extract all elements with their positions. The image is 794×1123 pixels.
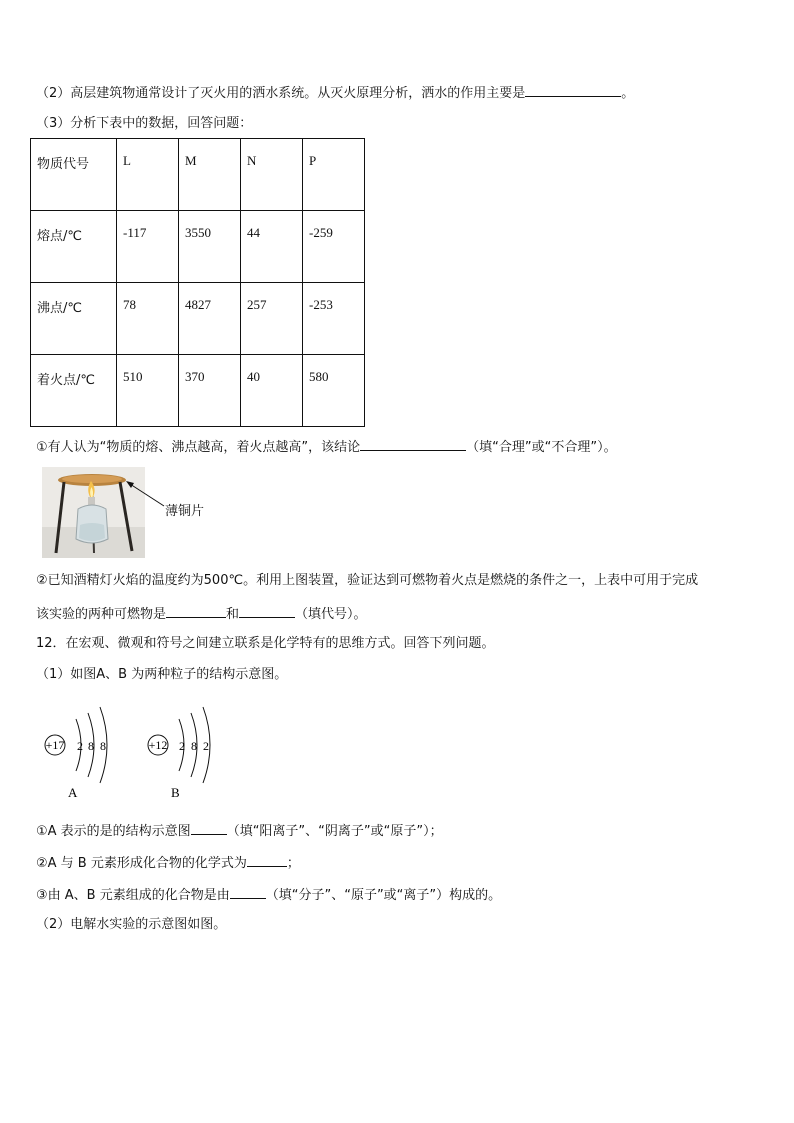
table-cell: -259 [303, 211, 365, 283]
table-cell: 3550 [179, 211, 241, 283]
particle-a-nucleus-charge: +17 [45, 738, 65, 752]
question-text: （填代号）。 [295, 607, 367, 622]
question-text: 和 [226, 607, 240, 622]
particle-a-diagram [45, 707, 107, 800]
particle-b-shell-1: 2 [179, 739, 185, 753]
question-12-sub-2 [36, 852, 300, 874]
question-text: （填“阳离子”、“阴离子”或“原子”）； [226, 824, 443, 839]
substance-data-table [30, 138, 365, 427]
answer-blank[interactable] [239, 603, 295, 618]
table-cell: 着火点/℃ [31, 355, 117, 427]
question-text: ①A 表示的是的结构示意图 [36, 824, 191, 839]
table-row [31, 355, 365, 427]
answer-blank[interactable] [166, 603, 226, 618]
particle-b-label: B [171, 785, 180, 800]
question-2-text: （2）高层建筑物通常设计了灭火用的洒水系统。从灭火原理分析，洒水的作用主要是 [36, 86, 526, 101]
table-cell: P [303, 139, 365, 211]
particle-a-shell-3: 8 [100, 739, 106, 753]
question-12: 12．在宏观、微观和符号之间建立联系是化学特有的思维方式。回答下列问题。 [36, 636, 495, 651]
particle-a-shell-2: 8 [88, 739, 94, 753]
question-3: （3）分析下表中的数据，回答问题： [36, 116, 253, 131]
particle-b-nucleus-charge: +12 [148, 738, 168, 752]
copper-plate-label: 薄铜片 [165, 504, 205, 519]
table-cell: 370 [179, 355, 241, 427]
question-3-part-1 [36, 436, 617, 458]
particle-a-shell-1: 2 [77, 739, 83, 753]
answer-blank[interactable] [230, 884, 266, 899]
table-cell: -253 [303, 283, 365, 355]
table-cell: 4827 [179, 283, 241, 355]
question-text: （填“分子”、“原子”或“离子”）构成的。 [265, 888, 502, 903]
question-text: ； [286, 856, 300, 871]
question-12-part-2: （2）电解水实验的示意图如图。 [36, 917, 227, 932]
table-cell: 44 [241, 211, 303, 283]
answer-blank[interactable] [191, 820, 227, 835]
table-cell: 78 [117, 283, 179, 355]
table-cell: M [179, 139, 241, 211]
answer-blank[interactable] [360, 436, 466, 451]
particle-a-label: A [68, 785, 78, 800]
table-header-row [31, 139, 365, 211]
table-cell: 580 [303, 355, 365, 427]
table-cell: 物质代号 [31, 139, 117, 211]
question-3-part-2-line-2 [36, 603, 367, 625]
label-arrow-icon [120, 478, 170, 512]
table-cell: 257 [241, 283, 303, 355]
question-2 [36, 82, 634, 104]
question-text: （填“合理”或“不合理”）。 [466, 440, 617, 455]
particle-b-shell-3: 2 [203, 739, 209, 753]
question-2-end: 。 [621, 86, 635, 101]
question-12-sub-3 [36, 884, 501, 906]
question-text: ③由 A、B 元素组成的化合物是由 [36, 888, 230, 903]
question-text: ②A 与 B 元素形成化合物的化学式为 [36, 856, 247, 871]
table-cell: 40 [241, 355, 303, 427]
question-3-part-2-line-1: ②已知酒精灯火焰的温度约为500℃。利用上图装置，验证达到可燃物着火点是燃烧的条件之一，上表中可用于完成 [36, 573, 699, 588]
table-row [31, 211, 365, 283]
particle-structure-diagrams [40, 705, 240, 805]
table-cell: 510 [117, 355, 179, 427]
table-cell: L [117, 139, 179, 211]
question-12-sub-1 [36, 820, 443, 842]
answer-blank[interactable] [525, 82, 621, 97]
table-cell: N [241, 139, 303, 211]
question-text: 该实验的两种可燃物是 [36, 607, 167, 622]
particle-b-diagram [148, 707, 210, 800]
table-row [31, 283, 365, 355]
question-text: ①有人认为“物质的熔、沸点越高，着火点越高”，该结论 [36, 440, 361, 455]
answer-blank[interactable] [247, 852, 287, 867]
table-cell: -117 [117, 211, 179, 283]
question-12-part-1: （1）如图A、B 为两种粒子的结构示意图。 [36, 667, 288, 682]
table-cell: 沸点/℃ [31, 283, 117, 355]
particle-b-shell-2: 8 [191, 739, 197, 753]
table-cell: 熔点/℃ [31, 211, 117, 283]
